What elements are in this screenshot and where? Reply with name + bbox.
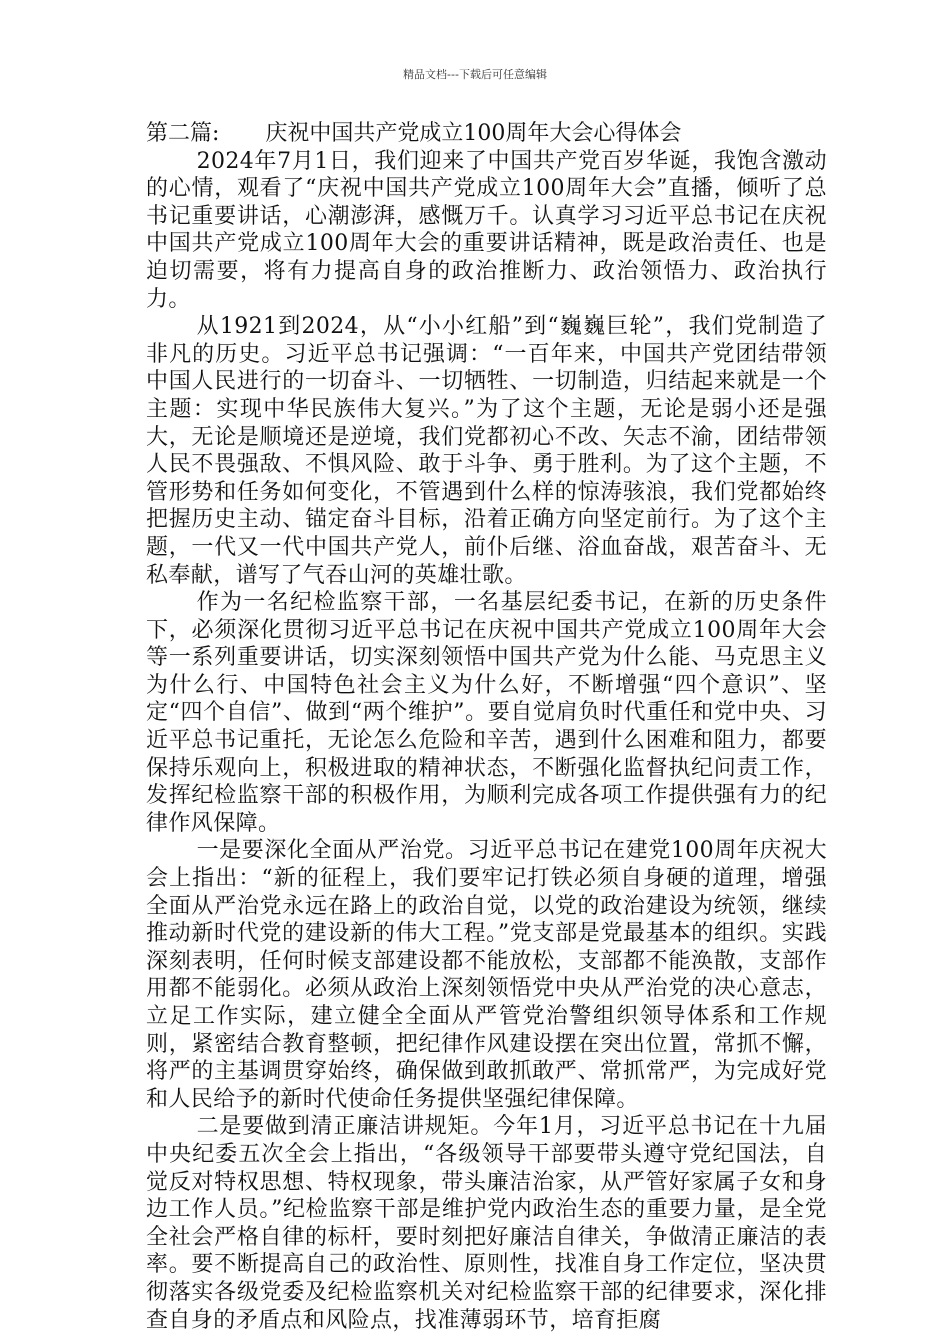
header-note: 精品文档---下载后可任意编辑 [403, 68, 547, 81]
title-text: 庆祝中国共产党成立100周年大会心得体会 [265, 121, 682, 146]
paragraph: 2024年7月1日，我们迎来了中国共产党百岁华诞，我饱含激动的心情，观看了“庆祝中国共产党成立100周年大会”直播，倾听了总书记重要讲话，心潮澎湃，感慨万千。认真学习习近平总书记在庆祝中国共产党成立100周年大会的重要讲话精神，既是政治责任、也是迫切需要，将有力提高自身的政治推断力、政治领悟力、政治执行力。 [146, 148, 827, 312]
paragraph: 二是要做到清正廉洁讲规矩。今年1月，习近平总书记在十九届中央纪委五次全会上指出，“各级领导干部要带头遵守党纪国法，自觉反对特权思想、特权现象，带头廉洁治家，从严管好家属子女和身边工作人员。”纪检监察干部是维护党内政治生态的重要力量，是全党全社会严格自律的标杆，要时刻把好廉洁自律关，争做清正廉洁的表率。要不断提高自己的政治性、原则性，找准自身工作定位，坚决贯彻落实各级党委及纪检监察机关对纪检监察干部的纪律要求，深化排查自身的矛盾点和风险点，找准薄弱环节，培育拒腐 [146, 1114, 827, 1333]
title-prefix: 第二篇: [146, 121, 220, 146]
paragraph: 作为一名纪检监察干部，一名基层纪委书记，在新的历史条件下，必须深化贯彻习近平总书记在庆祝中国共产党成立100周年大会等一系列重要讲话，切实深刻领悟中国共产党为什么能、马克思主义为什么行、中国特色社会主义为什么好，不断增强“四个意识”、坚定“四个自信”、做到“两个维护”。要自觉肩负时代重任和党中央、习近平总书记重托，无论怎么危险和辛苦，遇到什么困难和阻力，都要保持乐观向上，积极进取的精神状态，不断强化监督执纪问责工作，发挥纪检监察干部的积极作用，为顺利完成各项工作提供强有力的纪律作风保障。 [146, 590, 827, 836]
paragraph: 从1921到2024，从“小小红船”到“巍巍巨轮”，我们党制造了非凡的历史。习近平总书记强调：“一百年来，中国共产党团结带领中国人民进行的一切奋斗、一切牺牲、一切制造，归结起来就是一个主题：实现中华民族伟大复兴。”为了这个主题，无论是弱小还是强大，无论是顺境还是逆境，我们党都初心不改、矢志不渝，团结带领人民不畏强敌、不惧风险、敢于斗争、勇于胜利。为了这个主题，不管形势和任务如何变化，不管遇到什么样的惊涛骇浪，我们党都始终把握历史主动、锚定奋斗目标，沿着正确方向坚定前行。为了这个主题，一代又一代中国共产党人，前仆后继、浴血奋战，艰苦奋斗、无私奉献，谱写了气吞山河的英雄壮歌。 [146, 314, 827, 588]
document-title [146, 120, 827, 148]
paragraph: 一是要深化全面从严治党。习近平总书记在建党100周年庆祝大会上指出：“新的征程上，我们要牢记打铁必须自身硬的道理，增强全面从严治党永远在路上的政治自觉，以党的政治建设为统领，继续推动新时代党的建设新的伟大工程。”党支部是党最基本的组织。实践深刻表明，任何时候支部建设都不能放松，支部都不能涣散，支部作用都不能弱化。必须从政治上深刻领悟党中央从严治党的决心意志，立足工作实际，建立健全全面从严管党治警组织领导体系和工作规则，紧密结合教育整顿，把纪律作风建设摆在突出位置，常抓不懈，将严的主基调贯穿始终，确保做到敢抓敢严、常抓常严，为完成好党和人民给予的新时代使命任务提供坚强纪律保障。 [146, 838, 827, 1112]
document-body [146, 120, 827, 1334]
